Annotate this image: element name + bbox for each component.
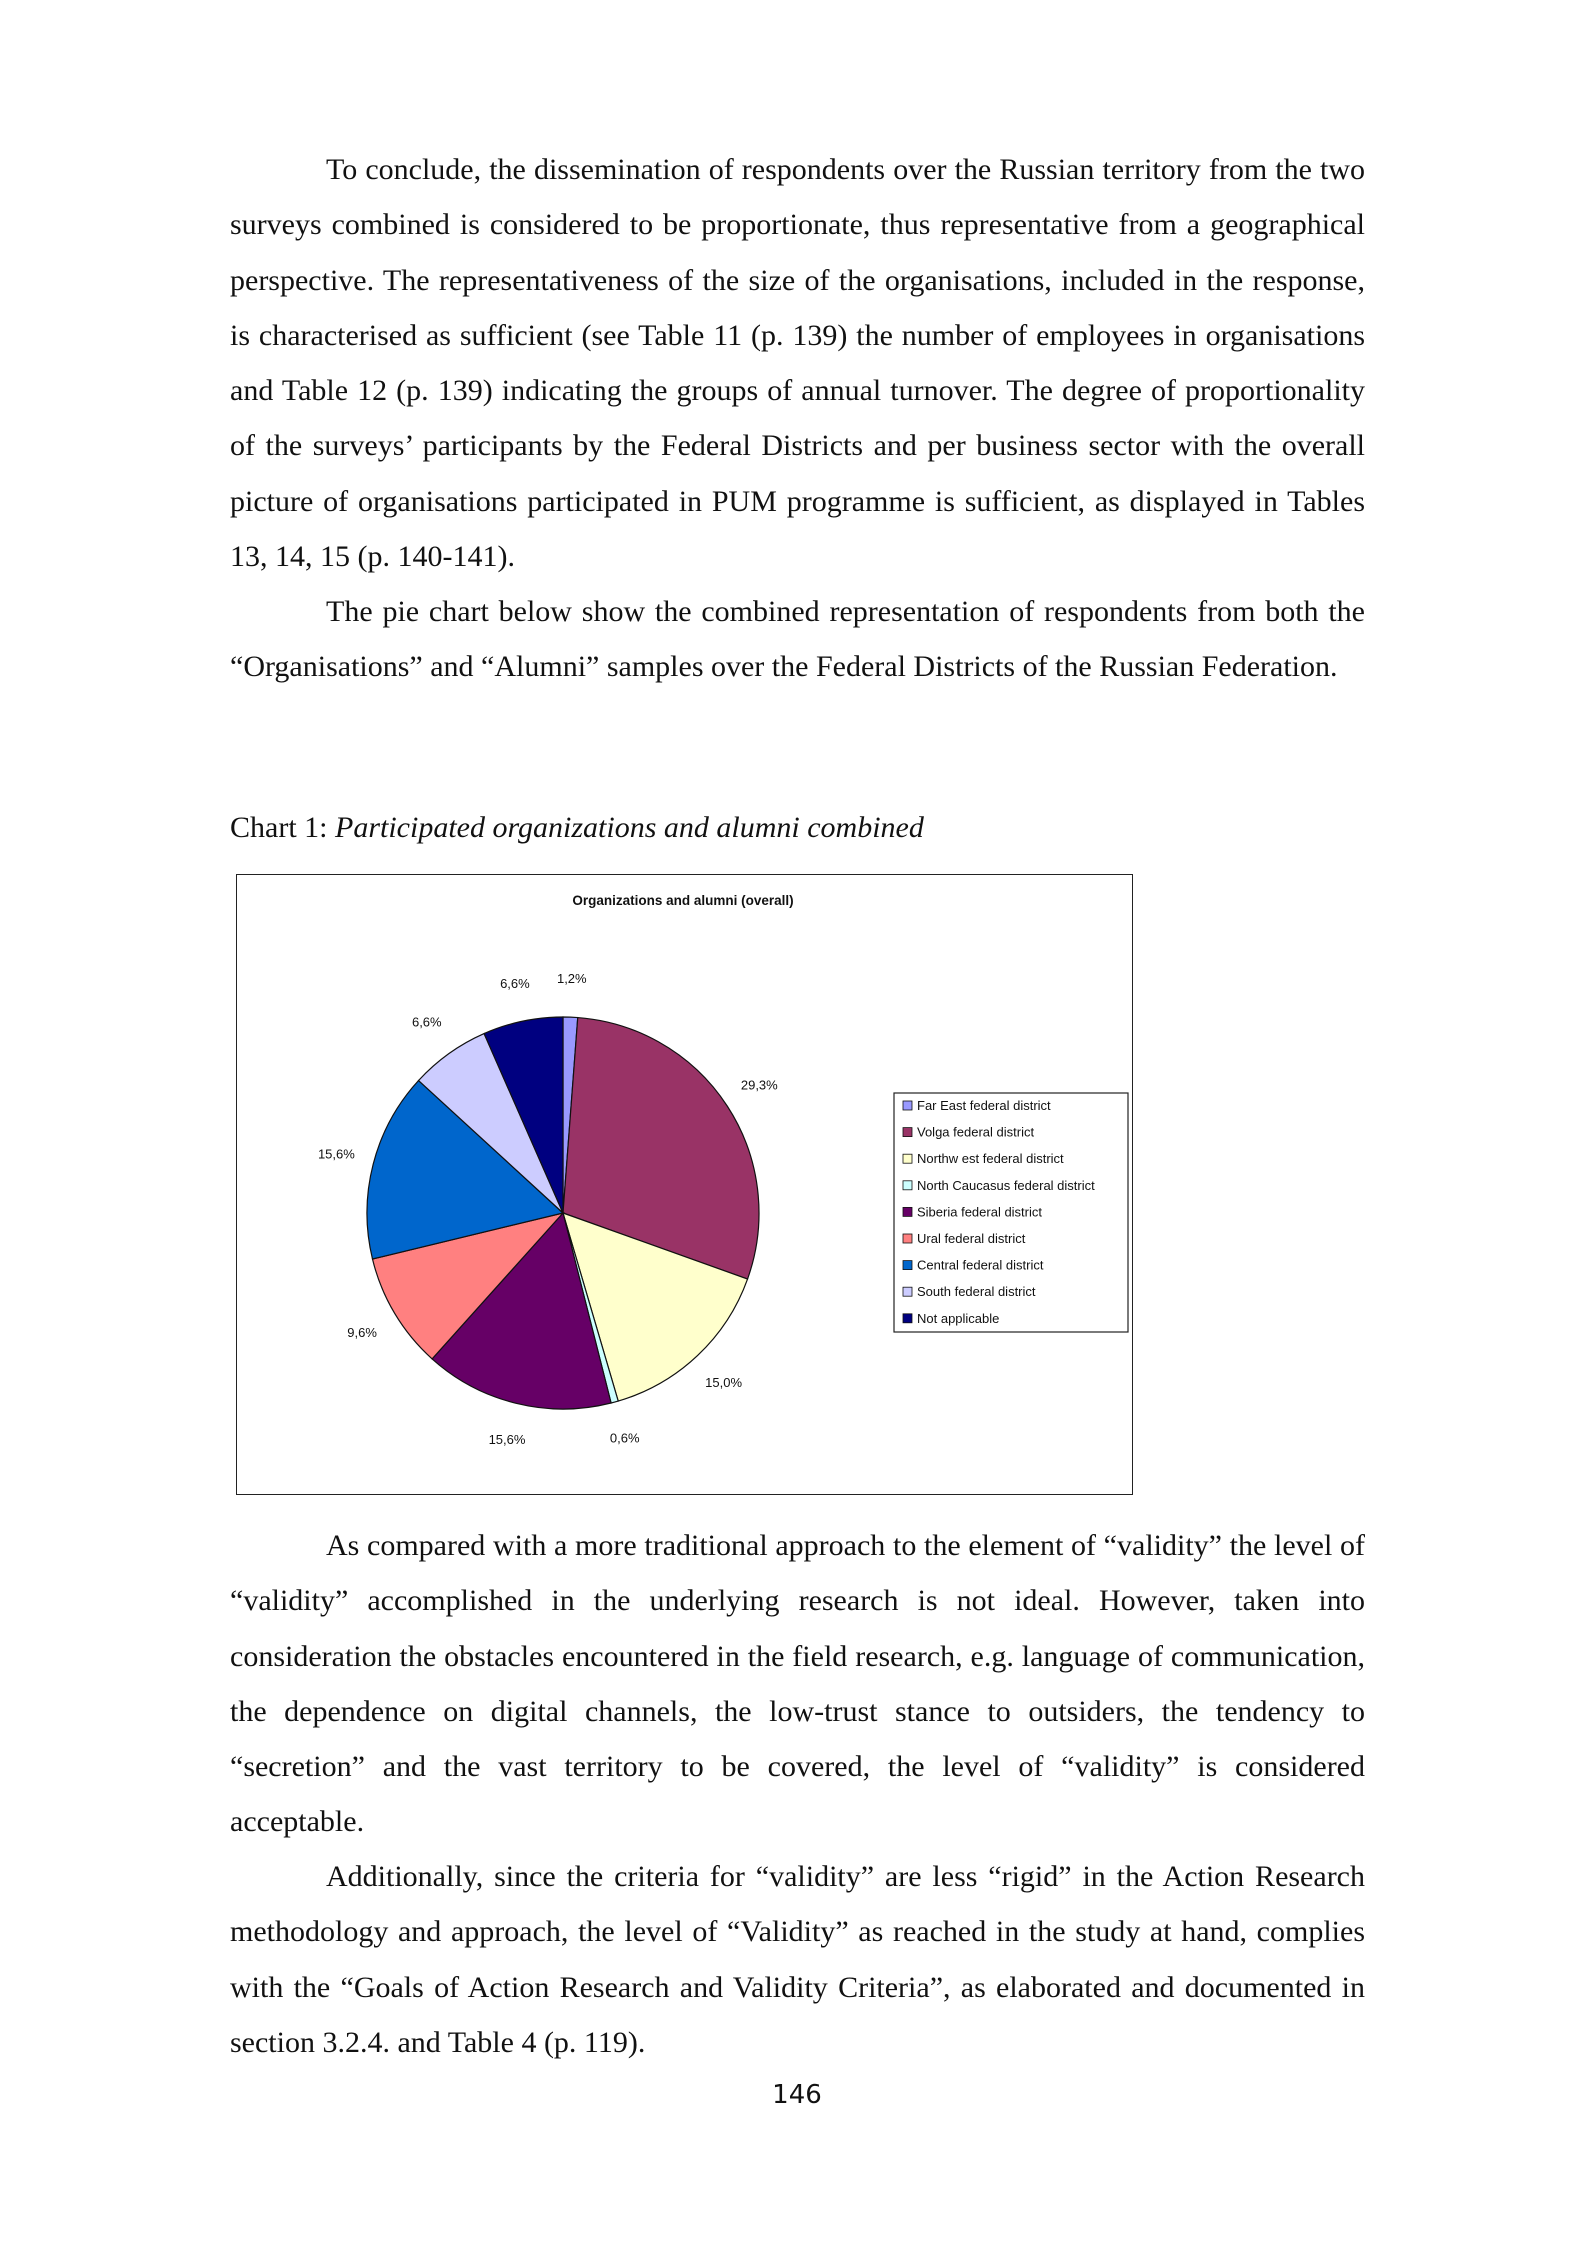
legend-swatch — [903, 1207, 912, 1216]
legend-entry-label: Ural federal district — [917, 1231, 1026, 1246]
legend-swatch — [903, 1234, 912, 1243]
pie-slices — [367, 1014, 759, 1409]
legend-swatch — [903, 1314, 912, 1323]
legend-entry-label: North Caucasus federal district — [917, 1177, 1095, 1193]
chart-caption-title: Participated organizations and alumni combined — [335, 811, 924, 844]
paragraph-pie-intro — [230, 584, 1365, 695]
pie-chart — [237, 875, 1134, 1496]
legend-entry-label: Not applicable — [917, 1310, 1000, 1326]
pie-data-label: 9,6% — [347, 1325, 377, 1340]
legend-swatch — [903, 1154, 912, 1163]
paragraph-validity-text: As compared with a more traditional approach to the element of “validity” the level of “validity” accomplished in the underlying research is not ideal. However, taken into consideration the obstacles encountered in the field research, e.g. language of communication, the dependence on digital channels, the low-trust stance to outsiders, the tendency to “secretion” and the vast territory to be covered, the level of “validity” is considered acceptable. — [230, 1529, 1365, 1839]
pie-data-label: 15,6% — [317, 1146, 355, 1162]
legend-entry-label: Siberia federal district — [917, 1204, 1042, 1220]
legend-entry-label: Central federal district — [917, 1257, 1044, 1273]
chart-legend — [894, 1093, 1128, 1332]
paragraph-validity — [230, 1518, 1365, 1850]
legend-swatch — [903, 1181, 912, 1190]
legend-swatch — [903, 1287, 912, 1296]
paragraph-pie-intro-text: The pie chart below show the combined representation of respondents from both the “Organisations” and “Alumni” samples over the Federal Districts of the Russian Federation. — [230, 595, 1365, 684]
paragraph-action-research-text: Additionally, since the criteria for “validity” are less “rigid” in the Action Research methodology and approach, the level of “Validity” as reached in the study at hand, complies with the “Goals of Action Research and Validity Criteria”, as elaborated and documented in section 3.2.4. and Table 4 (p. 119). — [230, 1860, 1365, 2059]
legend-entry-label: Far East federal district — [917, 1098, 1051, 1113]
chart-caption-prefix: Chart 1: — [230, 811, 335, 844]
pie-data-label: 15,6% — [488, 1432, 526, 1448]
legend-entry-label: Northw est federal district — [917, 1151, 1064, 1167]
pie-data-label: 6,6% — [411, 1014, 442, 1030]
paragraph-conclusion — [230, 142, 1365, 584]
pie-data-label: 6,6% — [500, 976, 530, 991]
legend-entry-label: South federal district — [917, 1284, 1036, 1300]
pie-data-label: 29,3% — [740, 1077, 778, 1093]
chart-frame — [236, 874, 1133, 1495]
legend-entry-label: Volga federal district — [917, 1124, 1035, 1140]
pie-data-label: 1,2% — [556, 971, 587, 987]
pie-data-label: 15,0% — [705, 1375, 743, 1391]
pie-data-label: 0,6% — [609, 1430, 640, 1446]
legend-swatch — [903, 1128, 912, 1137]
legend-swatch — [903, 1101, 912, 1110]
paragraph-action-research — [230, 1849, 1365, 2070]
paragraph-conclusion-text: To conclude, the dissemination of respondents over the Russian territory from the two surveys combined is considered to be proportionate, thus representative from a geographical perspective. The representativeness of the size of the organisations, included in the response, is characterised as sufficient (see Table 11 (p. 139) the number of employees in organisations and Table 12 (p. 139) indicating the groups of annual turnover. The degree of proportionality of the surveys’ participants by the Federal Districts and per business sector with the overall picture of organisations participated in PUM programme is sufficient, as displayed in Tables 13, 14, 15 (p. 140-141). — [230, 153, 1365, 574]
page-number: 146 — [772, 2080, 822, 2110]
chart-caption — [230, 808, 924, 848]
legend-swatch — [903, 1261, 912, 1270]
chart-title: Organizations and alumni (overall) — [572, 893, 794, 908]
